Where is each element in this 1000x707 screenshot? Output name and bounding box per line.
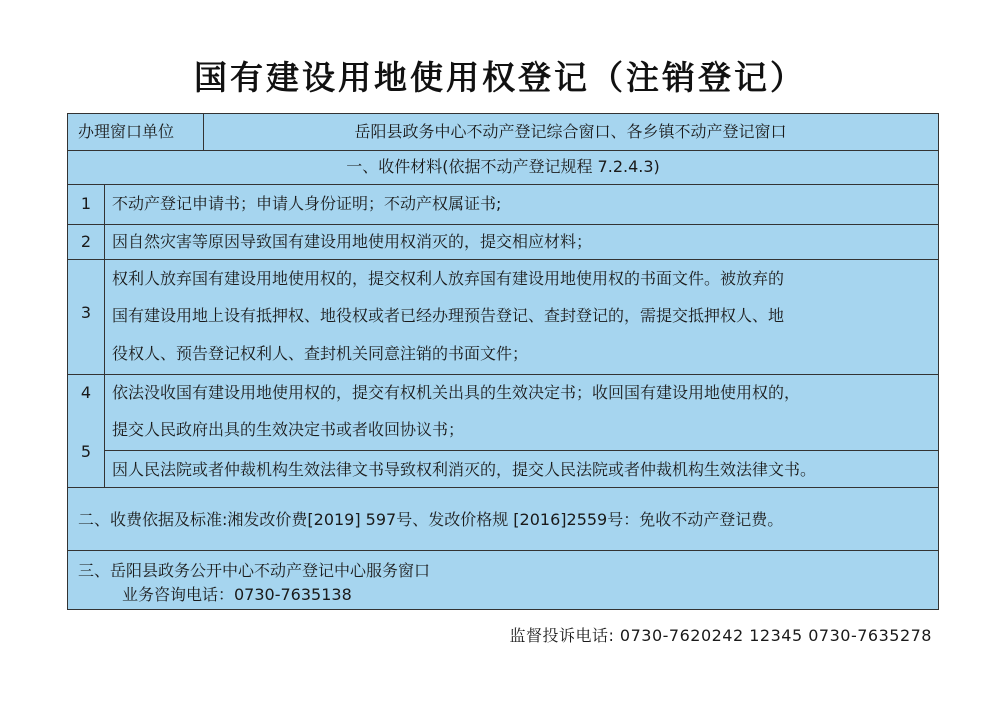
row-divider — [68, 150, 938, 151]
row-divider — [68, 184, 938, 185]
item-number: 1 — [80, 194, 92, 213]
complaint-phone: 监督投诉电话: 0730-7620242 12345 0730-7635278 — [509, 626, 932, 645]
window-unit-value: 岳阳县政务中心不动产登记综合窗口、各乡镇不动产登记窗口 — [354, 122, 787, 141]
consult-phone: 业务咨询电话：0730-7635138 — [122, 585, 352, 604]
item-number: 5 — [80, 442, 92, 461]
col-divider — [104, 184, 105, 487]
item-number: 3 — [80, 303, 92, 322]
row-divider — [68, 259, 938, 260]
fee-basis-text: 二、收费依据及标准:湘发改价费[2019] 597号、发改价格规 [2016]2559号：免收不动产登记费。 — [78, 510, 784, 529]
item-number: 2 — [80, 232, 92, 251]
item-text: 权利人放弃国有建设用地使用权的，提交权利人放弃国有建设用地使用权的书面文件。被放弃的 — [112, 269, 785, 288]
item-number: 4 — [80, 383, 92, 402]
row-divider — [68, 374, 938, 375]
row-divider — [68, 487, 938, 488]
service-window-title: 三、岳阳县政务公开中心不动产登记中心服务窗口 — [78, 561, 431, 580]
row-divider — [104, 450, 938, 451]
item-text: 因自然灾害等原因导致国有建设用地使用权消灭的，提交相应材料； — [112, 232, 593, 251]
page-title: 国有建设用地使用权登记（注销登记） — [194, 58, 806, 97]
item-text: 提交人民政府出具的生效决定书或者收回协议书； — [112, 420, 465, 439]
item-text: 依法没收国有建设用地使用权的，提交有权机关出具的生效决定书；收回国有建设用地使用权的， — [112, 383, 801, 402]
item-text: 不动产登记申请书；申请人身份证明；不动产权属证书; — [112, 194, 502, 213]
window-unit-label: 办理窗口单位 — [78, 122, 175, 141]
item-text: 国有建设用地上设有抵押权、地役权或者已经办理预告登记、查封登记的，需提交抵押权人、地 — [112, 306, 785, 325]
row-divider — [68, 224, 938, 225]
item-text: 因人民法院或者仲裁机构生效法律文书导致权利消灭的，提交人民法院或者仲裁机构生效法律文书。 — [112, 460, 817, 479]
item-text: 役权人、预告登记权利人、查封机关同意注销的书面文件； — [112, 344, 529, 363]
row-divider — [68, 550, 938, 551]
info-table — [67, 113, 939, 610]
section1-heading: 一、收件材料(依据不动产登记规程 7.2.4.3) — [346, 157, 660, 176]
